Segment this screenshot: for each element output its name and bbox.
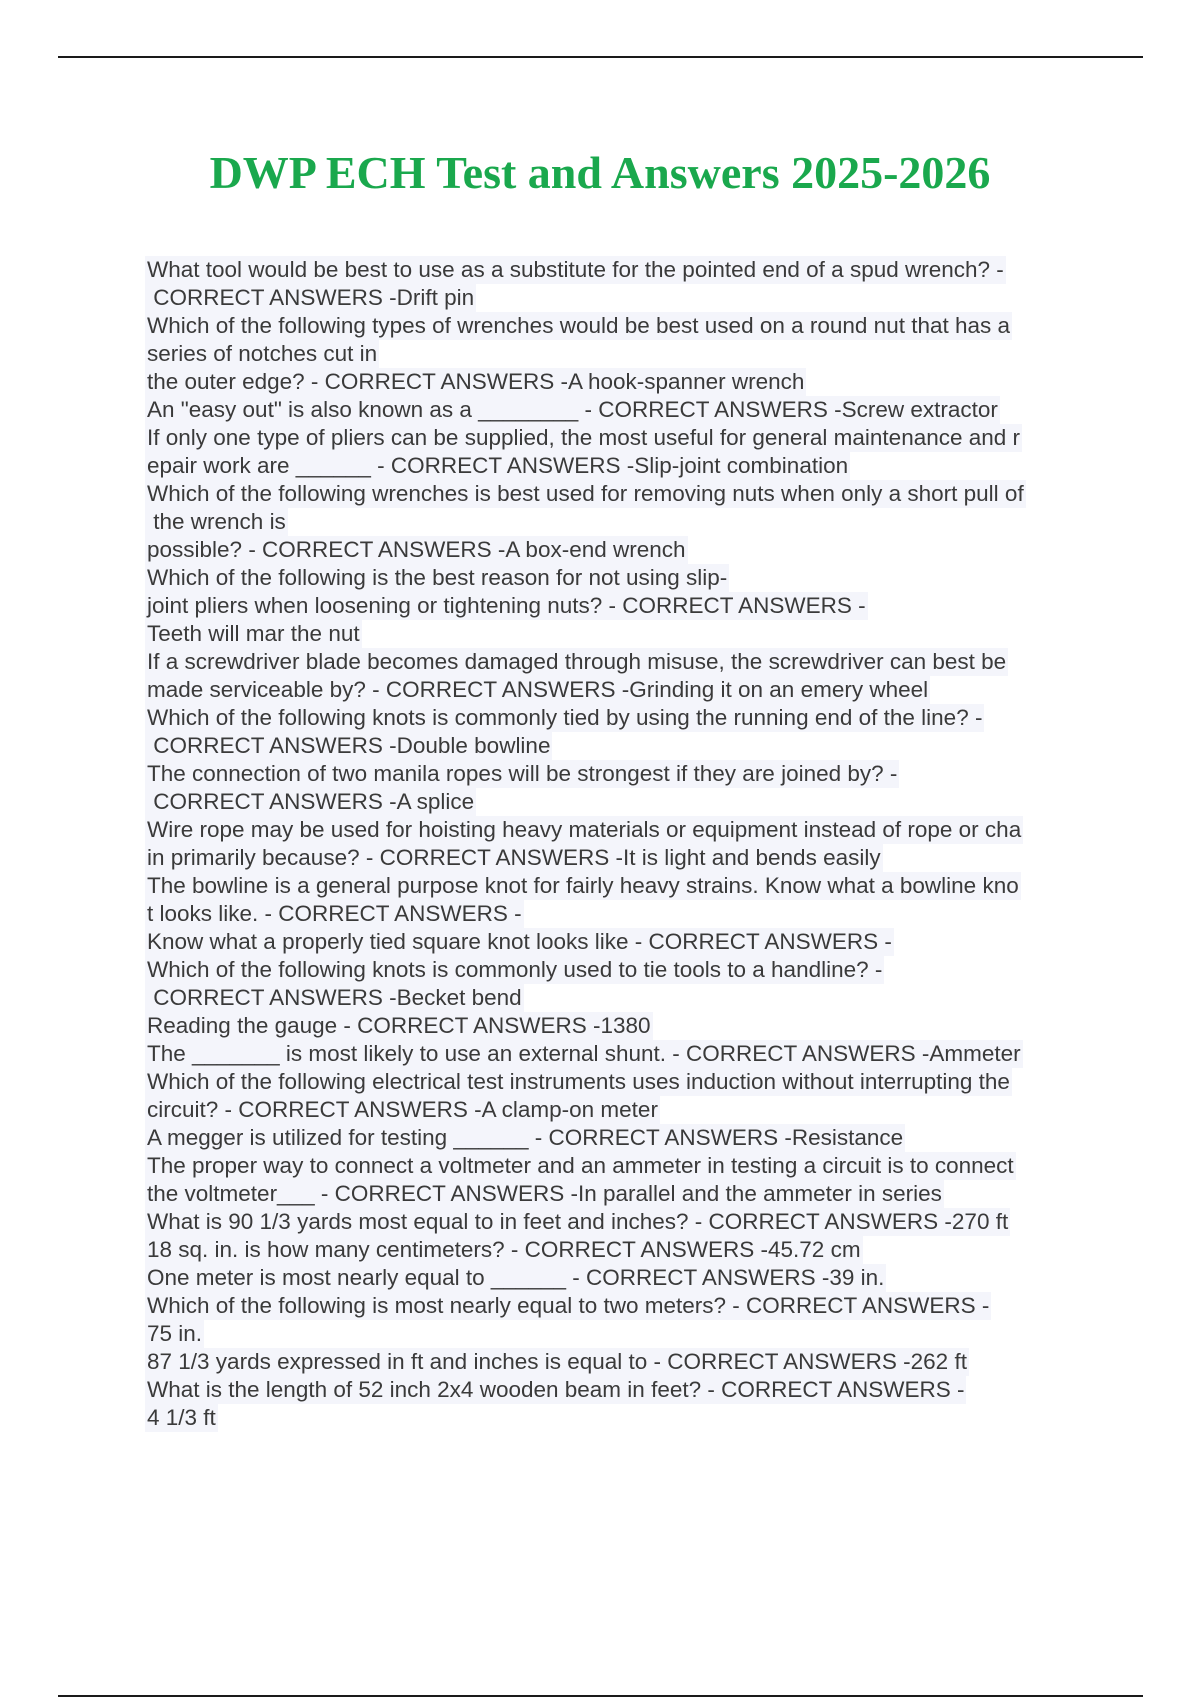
text-line: Which of the following is the best reason for not using slip- xyxy=(147,565,728,590)
text-line: Which of the following electrical test instruments uses induction without interrupting the xyxy=(147,1069,1010,1094)
text-line: the wrench is xyxy=(147,509,286,534)
text-line: Which of the following is most nearly equal to two meters? - CORRECT ANSWERS - xyxy=(147,1293,990,1318)
text-line: in primarily because? - CORRECT ANSWERS -It is light and bends easily xyxy=(147,845,881,870)
text-line: CORRECT ANSWERS -Double bowline xyxy=(147,733,551,758)
text-line: Know what a properly tied square knot looks like - CORRECT ANSWERS - xyxy=(147,929,892,954)
text-line: Which of the following wrenches is best used for removing nuts when only a short pull of xyxy=(147,481,1024,506)
text-line: 87 1/3 yards expressed in ft and inches is equal to - CORRECT ANSWERS -262 ft xyxy=(147,1349,967,1374)
text-line: If only one type of pliers can be supplied, the most useful for general maintenance and r xyxy=(147,425,1021,450)
text-line: Which of the following knots is commonly tied by using the running end of the line? - xyxy=(147,705,983,730)
text-line: the voltmeter___ - CORRECT ANSWERS -In parallel and the ammeter in series xyxy=(147,1181,942,1206)
text-line: The proper way to connect a voltmeter and an ammeter in testing a circuit is to connect xyxy=(147,1153,1014,1178)
text-line: possible? - CORRECT ANSWERS -A box-end wrench xyxy=(147,537,686,562)
text-line: A megger is utilized for testing ______ - CORRECT ANSWERS -Resistance xyxy=(147,1125,904,1150)
text-line: Reading the gauge - CORRECT ANSWERS -1380 xyxy=(147,1013,651,1038)
text-line: t looks like. - CORRECT ANSWERS - xyxy=(147,901,522,926)
qa-body xyxy=(145,256,1095,1432)
text-line: 75 in. xyxy=(147,1321,203,1346)
text-line: 4 1/3 ft xyxy=(147,1405,216,1430)
text-line: The bowline is a general purpose knot for fairly heavy strains. Know what a bowline kno xyxy=(147,873,1019,898)
text-line: Teeth will mar the nut xyxy=(147,621,360,646)
text-line: epair work are ______ - CORRECT ANSWERS -Slip-joint combination xyxy=(147,453,849,478)
text-line: An "easy out" is also known as a ________ - CORRECT ANSWERS -Screw extractor xyxy=(147,397,998,422)
text-line: What tool would be best to use as a substitute for the pointed end of a spud wrench? - xyxy=(147,257,1004,282)
text-line: CORRECT ANSWERS -Drift pin xyxy=(147,285,475,310)
text-line: Which of the following knots is commonly used to tie tools to a handline? - xyxy=(147,957,883,982)
document-title: DWP ECH Test and Answers 2025-2026 xyxy=(209,147,991,198)
text-line: circuit? - CORRECT ANSWERS -A clamp-on meter xyxy=(147,1097,658,1122)
text-line: series of notches cut in xyxy=(147,341,378,366)
text-line: If a screwdriver blade becomes damaged through misuse, the screwdriver can best be xyxy=(147,649,1007,674)
text-line: One meter is most nearly equal to ______ - CORRECT ANSWERS -39 in. xyxy=(147,1265,885,1290)
bottom-rule xyxy=(58,1695,1143,1697)
text-line: What is the length of 52 inch 2x4 wooden beam in feet? - CORRECT ANSWERS - xyxy=(147,1377,965,1402)
text-line: CORRECT ANSWERS -Becket bend xyxy=(147,985,522,1010)
text-line: The connection of two manila ropes will be strongest if they are joined by? - xyxy=(147,761,898,786)
text-line: made serviceable by? - CORRECT ANSWERS -Grinding it on an emery wheel xyxy=(147,677,929,702)
text-line: Wire rope may be used for hoisting heavy materials or equipment instead of rope or cha xyxy=(147,817,1022,842)
text-line: What is 90 1/3 yards most equal to in feet and inches? - CORRECT ANSWERS -270 ft xyxy=(147,1209,1009,1234)
text-line: the outer edge? - CORRECT ANSWERS -A hook-spanner wrench xyxy=(147,369,805,394)
text-line: Which of the following types of wrenches would be best used on a round nut that has a xyxy=(147,313,1011,338)
text-line: CORRECT ANSWERS -A splice xyxy=(147,789,475,814)
top-rule xyxy=(58,56,1143,58)
text-line: 18 sq. in. is how many centimeters? - CORRECT ANSWERS -45.72 cm xyxy=(147,1237,861,1262)
text-line: The _______ is most likely to use an external shunt. - CORRECT ANSWERS -Ammeter xyxy=(147,1041,1021,1066)
text-line: joint pliers when loosening or tightening nuts? - CORRECT ANSWERS - xyxy=(147,593,866,618)
